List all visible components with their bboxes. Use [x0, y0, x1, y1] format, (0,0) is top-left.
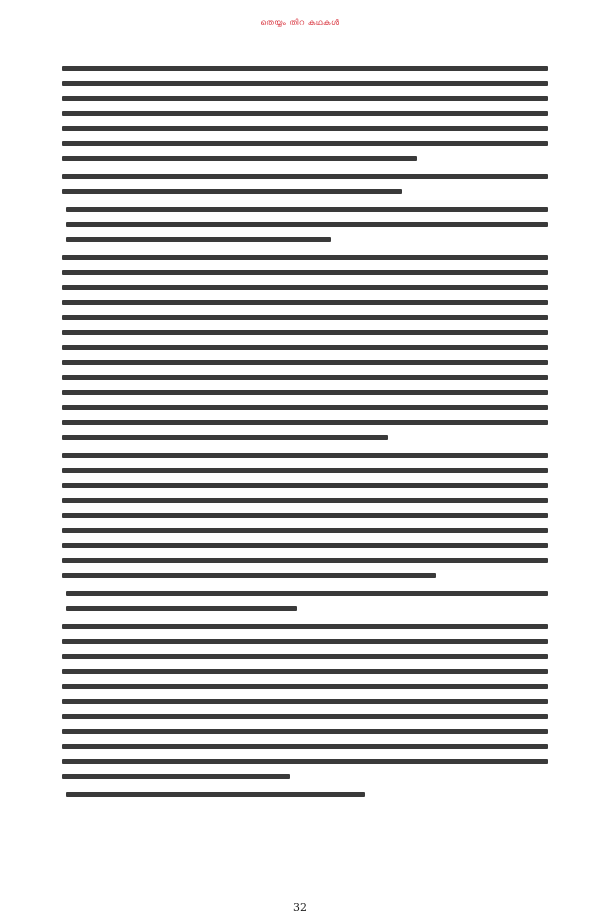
running-header-title: തെയ്യം തിറ കഥകൾ: [260, 18, 340, 27]
text-line-placeholder: [62, 543, 548, 548]
text-line-placeholder: [62, 435, 388, 440]
text-line-placeholder: [62, 255, 548, 260]
dialogue-paragraph: [62, 792, 548, 797]
text-line-placeholder: [62, 285, 548, 290]
body-paragraph: [62, 255, 548, 440]
text-line-placeholder: [62, 66, 548, 71]
text-line-placeholder: [62, 345, 548, 350]
text-line-placeholder: [62, 453, 548, 458]
text-line-placeholder: [62, 759, 548, 764]
dialogue-paragraph: [62, 207, 548, 242]
text-line-placeholder: [62, 330, 548, 335]
text-line-placeholder: [66, 237, 331, 242]
text-line-placeholder: [62, 156, 417, 161]
text-line-placeholder: [62, 174, 548, 179]
text-line-placeholder: [62, 774, 290, 779]
text-line-placeholder: [62, 300, 548, 305]
text-line-placeholder: [62, 639, 548, 644]
text-line-placeholder: [62, 513, 548, 518]
dialogue-paragraph: [62, 591, 548, 611]
text-line-placeholder: [62, 654, 548, 659]
text-line-placeholder: [62, 729, 548, 734]
text-line-placeholder: [66, 606, 297, 611]
text-line-placeholder: [66, 792, 365, 797]
text-line-placeholder: [62, 360, 548, 365]
text-line-placeholder: [62, 669, 548, 674]
text-line-placeholder: [62, 699, 548, 704]
text-line-placeholder: [62, 390, 548, 395]
text-line-placeholder: [66, 591, 548, 596]
body-paragraph: [62, 624, 548, 779]
text-line-placeholder: [66, 222, 548, 227]
text-line-placeholder: [62, 624, 548, 629]
page-body: [62, 66, 548, 810]
text-line-placeholder: [62, 126, 548, 131]
text-line-placeholder: [66, 207, 548, 212]
text-line-placeholder: [62, 714, 548, 719]
text-line-placeholder: [62, 189, 402, 194]
text-line-placeholder: [62, 96, 548, 101]
body-paragraph: [62, 66, 548, 161]
text-line-placeholder: [62, 270, 548, 275]
text-line-placeholder: [62, 405, 548, 410]
text-line-placeholder: [62, 744, 548, 749]
text-line-placeholder: [62, 375, 548, 380]
text-line-placeholder: [62, 315, 548, 320]
body-paragraph: [62, 453, 548, 578]
text-line-placeholder: [62, 468, 548, 473]
text-line-placeholder: [62, 558, 548, 563]
body-paragraph: [62, 174, 548, 194]
text-line-placeholder: [62, 141, 548, 146]
text-line-placeholder: [62, 528, 548, 533]
text-line-placeholder: [62, 573, 436, 578]
text-line-placeholder: [62, 498, 548, 503]
text-line-placeholder: [62, 111, 548, 116]
text-line-placeholder: [62, 684, 548, 689]
text-line-placeholder: [62, 483, 548, 488]
text-line-placeholder: [62, 420, 548, 425]
running-header: [0, 10, 600, 29]
page-number: 32: [293, 901, 307, 914]
text-line-placeholder: [62, 81, 548, 86]
